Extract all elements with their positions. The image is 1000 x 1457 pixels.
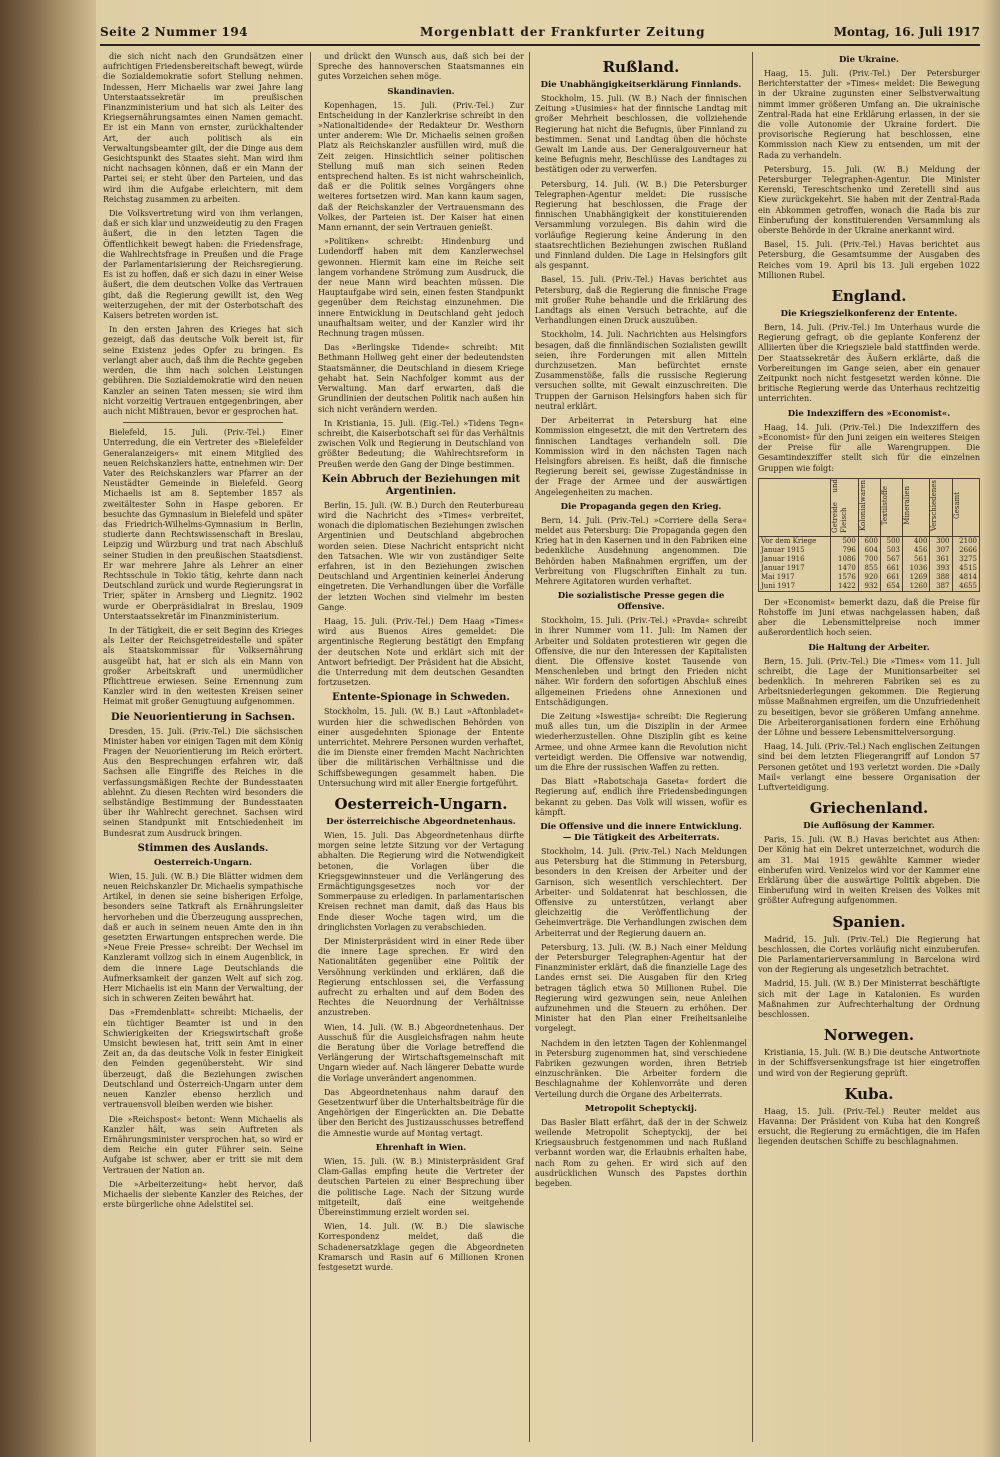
column-1 [103, 52, 303, 1447]
subsection-heading: Die Offensive und die innere Entwicklung. — Die Tätigkeit des Arbeiterrats. [540, 822, 742, 843]
article-paragraph: In den ersten Jahren des Krieges hat sich gezeigt, daß das deutsche Volk bereit ist, für seine Existenz jedes Opfer zu bringen. Es verlangt aber auch, daß ihm die Rechte gegeben werden, die ihm nach solchen Leistungen gebühren. Die Sozialdemokratie wird den neuen Kanzler an seinen Taten messen; sie wird ihm nicht vorzeitig Vertrauen entgegenbringen, aber auch nicht Mißtrauen, bevor er gesprochen hat. [103, 325, 303, 416]
page-edge-shadow [982, 0, 1000, 1457]
article-paragraph: Die Volksvertretung wird von ihm verlangen, daß er sich klar und unzweideutig zu den Fragen äußert, die in den letzten Tagen die Öffentlichkeit bewegt haben: die Friedensfrage, die Wahlrechtsfrage in Preußen und die Frage der Parlamentarisierung der Reichsregierung. Es ist zu hoffen, daß er sich dazu in einer Weise äußert, die dem deutschen Volke das Vertrauen gibt, daß die Regierung gewillt ist, den Weg weiterzugehen, der mit der Osterbotschaft des Kaisers betreten worden ist. [103, 209, 303, 321]
section-heading: Kein Abbruch der Beziehungen mit Argentinien. [321, 473, 521, 497]
subsection-heading: Die Haltung der Arbeiter. [808, 642, 930, 653]
column-4 [758, 52, 980, 1447]
article-paragraph: Der Ministerpräsident wird in einer Rede über die innere Lage sprechen. Er wird den Nationalitäten gegenüber eine Politik der Versöhnung verkünden und erklären, daß die Regierung entschlossen sei, die Verfassung aufrecht zu erhalten und auf dem Boden des Rechtes die Neuordnung der Verhältnisse anzustreben. [318, 937, 524, 1018]
section-heading: Norwegen. [823, 1026, 915, 1045]
section-heading: Entente-Spionage in Schweden. [332, 692, 510, 704]
article-paragraph: und drückt den Wunsch aus, daß sich bei der Spreche des hannoverschen Staatsmannes ein gutes Vorzeichen sehen möge. [318, 52, 524, 82]
article-paragraph: Wien, 15. Juli. (W. B.) Die Blätter widmen dem neuen Reichskanzler Dr. Michaelis sympathische Artikel, in denen sie seine bisherigen Erfolge, besonders seine Tatkraft als Ernährungsleiter hervorheben und die Überzeugung aussprechen, daß er auch in seinem neuen Amte den in ihn gesetzten Erwartungen entsprechen werde. Die »Neue Freie Presse« schreibt: Der Wechsel im Kanzleramt vollzog sich in einem Augenblick, in dem die innere Lage Deutschlands die Aufmerksamkeit der ganzen Welt auf sich zog. Herr Michaelis ist ein Mann der Verwaltung, der sich in schweren Zeiten bewährt hat. [103, 871, 303, 1004]
section-heading: Stimmen des Auslands. [137, 842, 269, 854]
table-header: Textilstoffe [880, 478, 902, 536]
article-paragraph: Stockholm, 14. Juli. Nachrichten aus Helsingfors besagen, daß die finnländischen Sozialisten gewillt seien, ihre Forderungen mit allen Mitteln durchzusetzen. Man befürchtet ernste Zusammenstöße, falls die russische Regierung versuchen sollte, mit Gewalt einzuschreiten. Die Truppen der Garnison Helsingfors haben sich für neutral erklärt. [535, 330, 747, 411]
article-paragraph: die sich nicht nach den Grundsätzen einer aufrichtigen Friedensbereitschaft bewegt, würde die Sozialdemokratie sofort Stellung nehmen. Indessen, Herr Michaelis war zwei Jahre lang Unterstaatssekretär im preußischen Finanzministerium und hat sich als Leiter des Kriegsernährungsamtes einen Namen gemacht. Er ist ein Mann von ernster, zurückhaltender Art, der auch politisch als ein Verwaltungsbeamter gilt, der die Dinge aus dem Gesichtspunkt des Staates sieht. Man wird ihm nicht nachsagen können, daß er ein Mann der Partei sei; er steht über den Parteien, und das wird ihm die Aufgabe erleichtern, mit dem Reichstag zusammen zu arbeiten. [103, 52, 303, 204]
column-rule [752, 52, 753, 1442]
article-paragraph: Die Zeitung »Iswestija« schreibt: Die Regierung muß alles tun, um die Disziplin in der Armee wiederherzustellen. Ohne Disziplin gibt es keine Armee, und ohne Armee kann die Revolution nicht verteidigt werden. Die Offensive war notwendig, um die Ehre der russischen Waffen zu retten. [535, 711, 747, 772]
subsection-heading: Die Propaganda gegen den Krieg. [560, 501, 722, 512]
article-paragraph: Kopenhagen, 15. Juli. (Priv.-Tel.) Zur Entscheidung in der Kanzlerkrise schreibt in den »Nationaltidende« der Redakteur Dr. Westhorn unter anderem: Wie Dr. Michaelis seinen großen Platz als Reichskanzler ausfüllen wird, muß die Zeit zeigen. Hinsichtlich seiner politischen Stellung muß man sich seinen Reden entsprechend halten. Es ist nicht wahrscheinlich, daß er die Politik seines Vorgängers ohne weiteres fortsetzen wird. Man kann kaum sagen, daß der Reichskanzler der Vertrauensmann des Volkes, der Parteien ist. Der Kaiser hat einen Mann ernannt, der sein Vertrauen genießt. [318, 100, 524, 233]
column-3 [535, 52, 747, 1447]
subsection-heading: Oesterreich-Ungarn. [153, 857, 253, 868]
article-paragraph: Petersburg, 13. Juli. (W. B.) Nach einer Meldung der Petersburger Telegraphen-Agentur hat der Finanzminister erklärt, daß die finanzielle Lage des Landes ernst sei. Die Ausgaben für den Krieg betragen täglich etwa 50 Millionen Rubel. Die Regierung wird gezwungen sein, neue Anleihen aufzunehmen und die Steuern zu erhöhen. Der Minister hat den Plan einer Freiheitsanleihe vorgelegt. [535, 942, 747, 1034]
article-paragraph: Dresden, 15. Juli. (Priv.-Tel.) Die sächsischen Minister haben vor einigen Tagen mit dem König Fragen der Neuorientierung im Reich erörtert. Aus den Besprechungen erfahren wir, daß Sachsen alle Eingriffe des Reiches in die verfassungsmäßigen Rechte der Bundesstaaten ablehnt. Zu diesen Rechten wird besonders die selbständige Bestimmung der Bundesstaaten über ihr Wahlrecht gerechnet. Sachsen wird seinen Standpunkt mit Entschiedenheit im Bundesrat zum Ausdruck bringen. [103, 726, 303, 838]
article-paragraph: Bern, 14. Juli. (Priv.-Tel.) »Corriere della Sera« meldet aus Petersburg: Die Propaganda gegen den Krieg hat in den Kasernen und in den Fabriken eine bedenkliche Ausdehnung angenommen. Die Behörden haben Maßnahmen ergriffen, um der Verbreitung von Flugschriften Einhalt zu tun. Mehrere Agitatoren wurden verhaftet. [535, 515, 747, 586]
section-heading: England. [831, 287, 907, 306]
article-paragraph: Stockholm, 14. Juli. (Priv.-Tel.) Nach Meldungen aus Petersburg hat die Stimmung in Petersburg, besonders in den Kreisen der Arbeiter und der Garnison, sich wesentlich verschlechtert. Der Arbeiter- und Soldatenrat hat beschlossen, die Offensive zu unterstützen, verlangt aber gleichzeitig die Veröffentlichung der Geheimverträge. Die Verhandlungen zwischen dem Arbeiterrat und der Regierung dauern an. [535, 847, 747, 938]
table-header-corner [759, 478, 831, 536]
article-paragraph: Wien, 15. Juli. (W. B.) Ministerpräsident Graf Clam-Gallas empfing heute die Vertreter der deutschen Parteien zu einer Besprechung über die politische Lage. Nach der Sitzung wurde mitgeteilt, daß eine weitgehende Übereinstimmung erzielt worden sei. [318, 1156, 524, 1217]
table-header: Gesamt [952, 478, 980, 536]
table-header: Kolonialwaren [858, 478, 880, 536]
separator [123, 422, 283, 423]
article-paragraph: Wien, 14. Juli. (W. B.) Abgeordnetenhaus. Der Ausschuß für die Ausgleichsfragen nahm heute die Beratung über die Vorlage betreffend die Verlängerung der Wirtschaftsgemeinschaft mit Ungarn wieder auf. Nach längerer Debatte wurde die Vorlage unverändert angenommen. [318, 1022, 524, 1083]
article-paragraph: Petersburg, 14. Juli. (W. B.) Die Petersburger Telegraphen-Agentur meldet: Die russische Regierung hat beschlossen, die Frage der finnischen Unabhängigkeit der konstituierenden Versammlung vorzulegen. Bis dahin wird die vorläufige Regierung keine Änderung in den staatsrechtlichen Beziehungen zwischen Rußland und Finnland dulden. Die Lage in Helsingfors gilt als gespannt. [535, 179, 747, 271]
table-header: Mineralien [903, 478, 930, 536]
newspaper-title: Morgenblatt der Frankfurter Zeitung [420, 25, 706, 39]
section-heading: Spanien. [832, 912, 906, 931]
table-row: Juni 1917 1422 932 654 1260 387 4655 [759, 582, 980, 592]
article-paragraph: Paris, 15. Juli. (W. B.) Havas berichtet aus Athen: Der König hat ein Dekret unterzeichnet, wodurch die am 31. Mai 1915 gewählte Kammer wieder einberufen wird. Venizelos wird vor der Kammer eine Erklärung über die auswärtige Politik abgeben. Die Einberufung wird in weiten Kreisen des Volkes mit größter Aufregung aufgenommen. [758, 835, 980, 906]
article-paragraph: Haag, 14. Juli. (Priv.-Tel.) Nach englischen Zeitungen sind bei dem letzten Fliegerangriff auf London 57 Personen getötet und 193 verletzt worden. Die »Daily Mail« verlangt eine bessere Organisation der Luftverteidigung. [758, 742, 980, 792]
article-paragraph: Madrid, 15. Juli. (W. B.) Der Ministerrat beschäftigte sich mit der Lage in Katalonien. Es wurden Maßnahmen zur Aufrechterhaltung der Ordnung beschlossen. [758, 979, 980, 1019]
article-paragraph: Petersburg, 15. Juli. (W. B.) Meldung der Petersburger Telegraphen-Agentur. Die Minister Kerenski, Tereschtschenko und Zeretelli sind aus Kiew zurückgekehrt. Sie haben mit der Zentral-Rada ein Abkommen getroffen, wonach die Rada bis zur Einberufung der konstituierenden Versammlung als oberste Behörde in der Ukraine anerkannt wird. [758, 164, 980, 236]
article-paragraph: Wien, 14. Juli. (W. B.) Die slawische Korrespondenz meldet, daß die Schadenersatzklage gegen die Abgeordneten Kramarsch und Rasin auf 6 Millionen Kronen festgesetzt wurde. [318, 1222, 524, 1272]
column-2 [318, 52, 524, 1447]
subsection-heading: Die Kriegszielkonferenz der Entente. [780, 309, 958, 320]
article-paragraph: Das Blatt »Rabotschaja Gaseta« fordert die Regierung auf, endlich ihre Friedensbedingungen bekannt zu geben. Das Volk will wissen, wofür es kämpft. [535, 777, 747, 817]
subsection-heading: Die Auflösung der Kammer. [803, 821, 935, 832]
column-rule [529, 52, 530, 1442]
article-paragraph: Stockholm, 15. Juli. (Priv.-Tel.) »Pravda« schreibt in ihrer Nummer vom 11. Juli: Im Namen der Arbeiter und Soldaten protestieren wir gegen die Offensive, die nur den Interessen der Kapitalisten dient. Die Offensive kostet Tausende von Menschenleben und bringt den Frieden nicht näher. Wir fordern den sofortigen Abschluß eines allgemeinen Friedens ohne Annexionen und Entschädigungen. [535, 616, 747, 707]
article-paragraph: Die »Reichspost« betont: Wenn Michaelis als Kanzler hält, was sein Auftreten als Ernährungsminister versprochen hat, so wird er dem Reiche ein guter Führer sein. Seine Aufgabe ist schwer, aber er tritt sie mit dem Vertrauen der Nation an. [103, 1114, 303, 1175]
article-paragraph: Haag, 15. Juli. (Priv.-Tel.) Reuter meldet aus Havanna: Der Präsident von Kuba hat den Kongreß ersucht, die Regierung zu ermächtigen, die im Hafen liegenden deutschen Schiffe zu beschlagnahmen. [758, 1106, 980, 1147]
section-heading: Kuba. [844, 1084, 894, 1103]
table-row: Januar 1915 796 604 503 456 307 2666 [759, 546, 980, 555]
table-row: Vor dem Kriege 500 600 500 400 300 2100 [759, 536, 980, 546]
column-rule [310, 52, 311, 1442]
article-paragraph: Wien, 15. Juli. Das Abgeordnetenhaus dürfte morgen seine letzte Sitzung vor der Vertagung abhalten. Die Regierung wird die Notwendigkeit betonen, die Vorlagen über die Kriegsgewinnsteuer und die Verlängerung des Ermächtigungsgesetzes noch vor der Sommerpause zu erledigen. In parlamentarischen Kreisen rechnet man damit, daß das Haus bis Ende dieser Woche tagen wird, um die dringlichsten Vorlagen zu verabschieden. [318, 831, 524, 932]
section-heading: Die Neuorientierung in Sachsen. [111, 711, 295, 723]
book-binding [0, 0, 96, 1457]
article-paragraph: In Kristiania, 15. Juli. (Eig.-Tel.) »Tidens Tegn« schreibt, die Kaiserbotschaft sei für das Verhältnis zwischen Volk und Regierung in Deutschland von größter Bedeutung; die Wahlrechtsreform in Preußen werde den Gang der Dinge bestimmen. [318, 418, 524, 469]
section-heading: Rußland. [602, 58, 680, 76]
price-index-table [758, 478, 980, 592]
article-paragraph: Haag, 14. Juli. (Priv.-Tel.) Die Indexziffern des »Economist« für den Juni zeigen ein weiteres Steigen der Preise für alle Warengruppen. Die Gesamtindexziffer stellt sich für die einzelnen Gruppen wie folgt: [758, 422, 980, 473]
article-paragraph: In der Tätigkeit, die er seit Beginn des Krieges als Leiter der Reichsgetreidestelle und später als Staatskommissar für Volksernährung ausgeübt hat, hat er sich als ein Mann von großer Arbeitskraft und unermüdlicher Pflichttreue erwiesen. Seine Ernennung zum Kanzler wird in den weitesten Kreisen seiner Heimat mit großer Genugtuung aufgenommen. [103, 625, 303, 707]
subsection-heading: Die Indexziffern des »Economist«. [787, 408, 951, 419]
article-paragraph: »Politiken« schreibt: Hindenburg und Ludendorff haben mit dem Kanzlerwechsel gewonnen. Hiermit kam eine im Reiche seit langem vorhandene Strömung zum Ausdruck, die der neue Mann wird beachten müssen. Die Hauptaufgabe wird sein, einen festen Standpunkt gegenüber dem Reichstag einzunehmen. Die innere Entwicklung in Deutschland geht jedoch unaufhaltsam weiter, und der Kanzler wird ihr Rechnung tragen müssen. [318, 237, 524, 339]
table-row: Januar 1917 1470 855 661 1036 393 4515 [759, 564, 980, 573]
table-row: Januar 1916 1086 700 567 561 361 3275 [759, 555, 980, 564]
issue-date: Montag, 16. Juli 1917 [833, 25, 980, 39]
article-paragraph: Haag, 15. Juli. (Priv.-Tel.) Dem Haag »Times« wird aus Buenos Aires gemeldet: Die argentinische Regierung bestätigt den Empfang der deutschen Note und erklärt sich mit der Antwort befriedigt. Der Präsident hat die Absicht, die Unterredung mit dem deutschen Gesandten fortzusetzen. [318, 616, 524, 688]
section-heading: Griechenland. [809, 799, 929, 818]
article-paragraph: Bern, 14. Juli. (Priv.-Tel.) Im Unterhaus wurde die Regierung gefragt, ob die geplante Konferenz der Alliierten über die Kriegsziele bald stattfinden werde. Der Staatssekretär des Äußern erklärte, daß die Vorbereitungen im Gange seien, aber ein genauer Zeitpunkt noch nicht festgesetzt werden könne. Die britische Regierung werde das Unterhaus rechtzeitig unterrichten. [758, 323, 980, 404]
subsection-heading: Die Ukraine. [838, 55, 900, 65]
article-paragraph: Basel, 15. Juli. (Priv.-Tel.) Havas berichtet aus Petersburg, die Gesamtsumme der Ausgaben des Reiches vom 19. April bis 13. Juli ergeben 1022 Millionen Rubel. [758, 240, 980, 280]
article-paragraph: Bern, 15. Juli. (Priv.-Tel.) Die »Times« vom 11. Juli schreibt, die Lage der Munitionsarbeiter sei bedenklich. In mehreren Fabriken sei es zu Arbeitsniederlegungen gekommen. Die Regierung müsse Maßnahmen ergreifen, um die Unzufriedenheit zu beseitigen, bevor sie größeren Umfang annehme. Die Arbeiterorganisationen fordern eine Erhöhung der Löhne und bessere Lebensmittelversorgung. [758, 656, 980, 737]
section-heading: Oesterreich-Ungarn. [334, 795, 508, 813]
article-paragraph: Das Basler Blatt erfährt, daß der in der Schweiz weilende Metropolit Scheptyckij, der bei Kriegsausbruch festgenommen und nach Rußland verbannt worden war, die Erlaubnis erhalten habe, nach Rom zu gehen. Er wird sich auf den ausdrücklichen Wunsch des Papstes dorthin begeben. [535, 1117, 747, 1189]
subsection-heading: Skandinavien. [387, 86, 455, 97]
article-paragraph: Stockholm, 15. Juli. (W. B.) Nach der finnischen Zeitung »Uusimies« hat der finnische Landtag mit großer Mehrheit beschlossen, die vollziehende Regierung hat nicht die Befugnis, über Finnland zu bestimmen. Senat und Landtag üben die höchste Gewalt im Lande aus. Der Generalgouverneur hat keine Befugnis mehr, Beschlüsse des Landtages zu bestätigen oder zu verwerfen. [535, 94, 747, 175]
article-paragraph: Die »Arbeiterzeitung« hebt hervor, daß Michaelis der siebente Kanzler des Reiches, der erste bürgerliche ohne Adelstitel sei. [103, 1179, 303, 1210]
article-paragraph: Das Abgeordnetenhaus nahm darauf den Gesetzentwurf über die Unterhaltsbeiträge für die Angehörigen der Eingerückten an. Die Debatte über den Bericht des Justizausschusses betreffend die Amnestie wurde auf Montag vertagt. [318, 1087, 524, 1138]
subsection-heading: Metropolit Scheptyckij. [585, 1103, 697, 1114]
article-paragraph: Nachdem in den letzten Tagen der Kohlenmangel in Petersburg zugenommen hat, sind verschiedene Fabriken gezwungen worden, ihren Betrieb einzuschränken. Die Arbeiter fordern die Beschlagnahme der Kohlenvorräte und deren Verteilung durch die Organe des Arbeiterrats. [535, 1038, 747, 1099]
masthead [100, 22, 980, 46]
page-number: Seite 2 Nummer 194 [100, 25, 249, 39]
subsection-heading: Die sozialistische Presse gegen die Offensive. [557, 591, 725, 613]
article-paragraph: Kristiania, 15. Juli. (W. B.) Die deutsche Antwortnote in der Schiffsversenkungsfrage ist hier eingetroffen und wird von der Regierung geprüft. [758, 1048, 980, 1078]
article-paragraph: Madrid, 15. Juli. (Priv.-Tel.) Die Regierung hat beschlossen, die Cortes vorläufig nicht einzuberufen. Die Parlamentarierversammlung in Barcelona wird von der Regierung als ungesetzlich betrachtet. [758, 934, 980, 975]
subsection-heading: Ehrenhaft in Wien. [375, 1142, 467, 1153]
subsection-heading: Die Unabhängigkeitserklärung Finnlands. [540, 80, 742, 90]
article-paragraph: Berlin, 15. Juli. (W. B.) Durch den Reuterbureau wird die Nachricht des »Times« verbreitet, wonach die diplomatischen Beziehungen zwischen Argentinien und Deutschland abgebrochen worden seien. Diese Nachricht entspricht nicht den Tatsachen. Wie wir von zuständiger Seite erfahren, ist in den Beziehungen zwischen Deutschland und Argentinien keinerlei Änderung eingetreten. Die Verhandlungen über die Vorfälle der letzten Wochen sind vielmehr im besten Gange. [318, 500, 524, 612]
article-paragraph: Stockholm, 15. Juli. (W. B.) Laut »Aftonbladet« wurden hier die schwedischen Behörden von einer ausgedehnten Spionage der Entente unterrichtet. Mehrere Personen wurden verhaftet, die im Dienste einer fremden Macht Nachrichten über die militärischen Verhältnisse und die Schiffsbewegungen gesammelt haben. Die Untersuchung wird mit aller Energie fortgeführt. [318, 707, 524, 788]
article-paragraph: Basel, 15. Juli. (Priv.-Tel.) Havas berichtet aus Petersburg, daß die Regierung die finnische Frage mit großer Ruhe behandle und die Erklärung des Landtags als einen Versuch betrachte, auf die Verhandlungen einen Druck auszuüben. [535, 275, 747, 326]
article-paragraph: Das »Berlingske Tidende« schreibt: Mit Bethmann Hollweg geht einer der bedeutendsten Staatsmänner, die Deutschland in diesem Kriege gehabt hat. Sein Nachfolger kommt aus der Verwaltung. Man darf erwarten, daß die Grundlinien der deutschen Politik nach außen hin sich nicht verändern werden. [318, 343, 524, 414]
article-paragraph: Haag, 15. Juli. (Priv.-Tel.) Der Petersburger Berichterstatter der »Times« meldet: Die Bewegung in der Ukraine zugunsten einer Selbstverwaltung nimmt immer größeren Umfang an. Die ukrainische Zentral-Rada hat eine Erklärung erlassen, in der sie die volle Autonomie der Ukraine fordert. Die provisorische Regierung hat beschlossen, eine Kommission nach Kiew zu entsenden, um mit der Rada zu verhandeln. [758, 69, 980, 160]
table-row: Mai 1917 1576 920 661 1269 388 4814 [759, 573, 980, 582]
article-paragraph: Der Arbeiterrat in Petersburg hat eine Kommission eingesetzt, die mit den Vertretern des finnischen Landtages verhandeln soll. Die Kommission wird in den nächsten Tagen nach Helsingfors abreisen. Es heißt, daß die finnische Regierung bereit sei, gewisse Zugeständnisse in der Frage der Armee und der auswärtigen Angelegenheiten zu machen. [535, 416, 747, 497]
table-header: Getreide und Fleisch [831, 478, 858, 536]
subsection-heading: Der österreichische Abgeordnetenhaus. [326, 817, 516, 827]
article-paragraph: Bielefeld, 15. Juli. (Priv.-Tel.) Einer Unterredung, die ein Vertreter des »Bielefelder Generalanzeigers« mit einem Mitglied des neuen Reichskanzlers hatte, entnehmen wir: Der Vater des Reichskanzlers war Pfarrer an der Neustädter Gemeinde in Bielefeld. Georg Michaelis ist am 8. September 1857 als zweitältester Sohn in Haspe geboren. Er besuchte das Gymnasium in Bielefeld und später das Friedrich-Wilhelms-Gymnasium in Berlin, studierte dann Rechtswissenschaft in Breslau, Leipzig und Würzburg und trat nach Abschluß seiner Studien in den preußischen Staatsdienst. Er war mehrere Jahre als Lehrer an einer Rechtsschule in Tokio tätig, kehrte dann nach Deutschland zurück und wurde Regierungsrat in Trier, später in Arnsberg und Liegnitz. 1902 wurde er Oberpräsidialrat in Breslau, 1909 Unterstaatssekretär im Finanzministerium. [103, 428, 303, 621]
table-header: Verschiedenes [930, 478, 952, 536]
article-paragraph: Der »Economist« bemerkt dazu, daß die Preise für Rohstoffe im Juni etwas nachgelassen haben, daß aber die Lebensmittelpreise noch immer außerordentlich hoch seien. [758, 597, 980, 638]
article-paragraph: Das »Fremdenblatt« schreibt: Michaelis, der ein tüchtiger Beamter ist und in den Schwierigkeiten der Kriegswirtschaft große Umsicht bewiesen hat, tritt sein Amt in einer Zeit an, da das deutsche Volk in fester Einigkeit den Feinden gegenübersteht. Wir sind überzeugt, daß die Beziehungen zwischen Deutschland und Österreich-Ungarn unter dem neuen Kanzler ebenso herzlich und vertrauensvoll bleiben werden wie bisher. [103, 1008, 303, 1110]
